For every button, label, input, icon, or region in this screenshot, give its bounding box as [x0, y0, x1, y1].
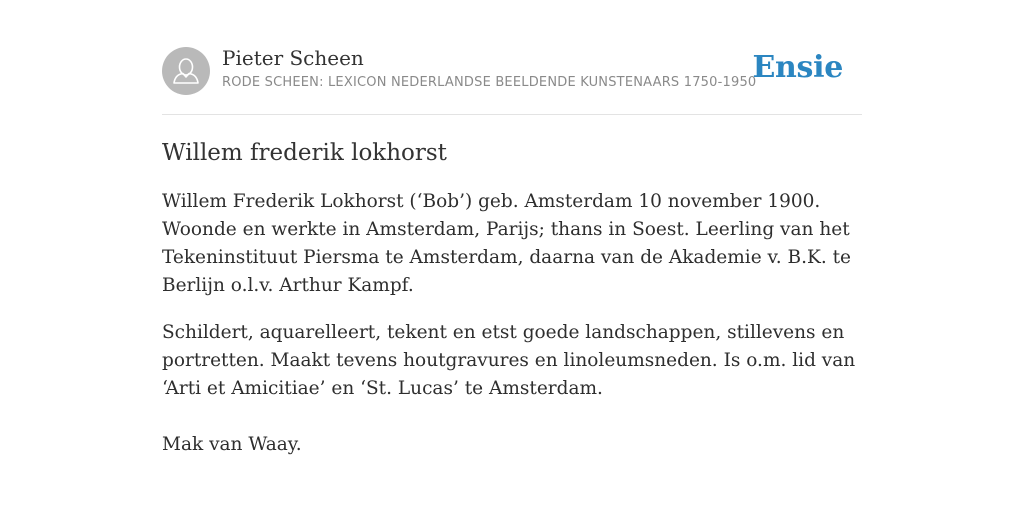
- author-name[interactable]: Pieter Scheen: [222, 46, 364, 70]
- user-silhouette-icon: [162, 47, 210, 95]
- article-paragraph: Willem Frederik Lokhorst (‘Bob’) geb. Amsterdam 10 november 1900. Woonde en werkte in Amsterdam, Parijs; thans in Soest. Leerling van het Tekeninstituut Piersma te Amsterdam, daarna van de Akademie v. B.K. te Berlijn o.l.v. Arthur Kampf.: [162, 191, 851, 296]
- ensie-logo[interactable]: Ensie: [752, 50, 843, 85]
- source-title[interactable]: RODE SCHEEN: LEXICON NEDERLANDSE BEELDENDE KUNSTENAARS 1750-1950: [222, 75, 757, 90]
- author-avatar[interactable]: [162, 47, 210, 95]
- article-body: [162, 137, 862, 459]
- article-title: Willem frederik lokhorst: [162, 140, 447, 166]
- article-header: [162, 44, 862, 115]
- article-paragraph: Schildert, aquarelleert, tekent en etst goede landschappen, stillevens en portretten. Maakt tevens houtgravures en linoleumsneden. Is o.m. lid van ‘Arti et Amicitiae’ en ‘St. Lucas’ te Amsterdam.: [162, 322, 856, 399]
- article-signature: Mak van Waay.: [162, 434, 302, 455]
